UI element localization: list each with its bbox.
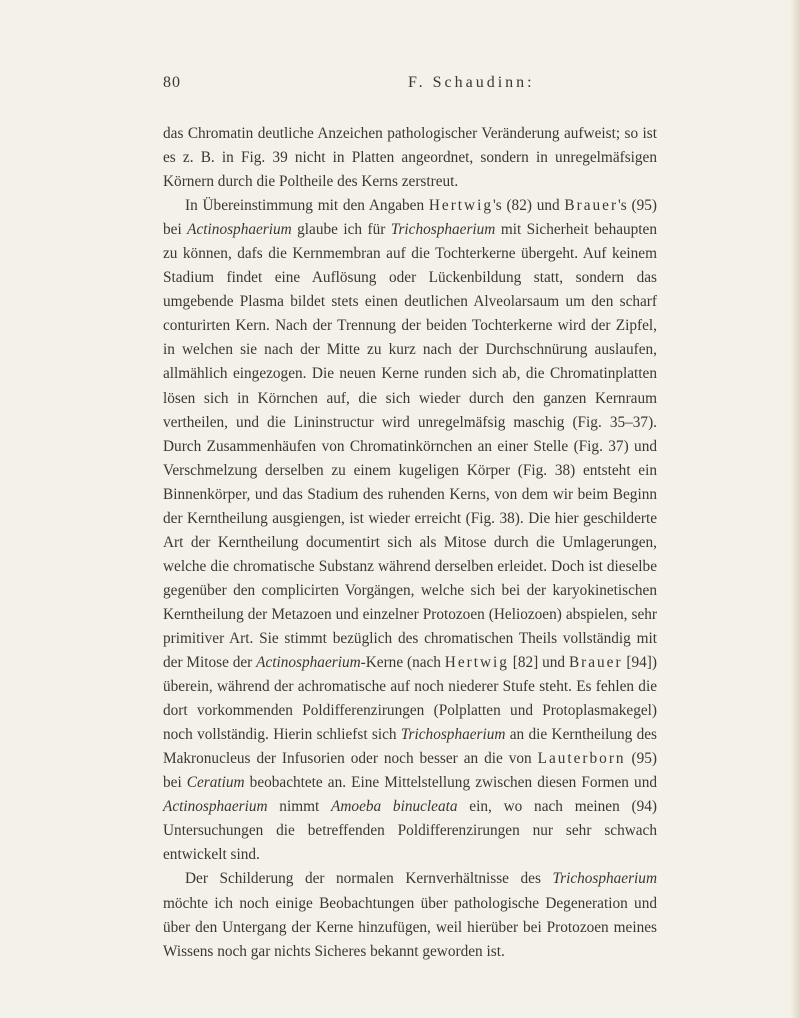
taxon-name: Trichosphaerium bbox=[400, 726, 506, 744]
taxon-name: Ceratium bbox=[186, 774, 245, 792]
paragraph bbox=[163, 122, 657, 194]
text-run: möchte ich noch einige Beobachtungen über pathologische Degeneration und über den Untergang der Kerne hinzufügen, weil hierüber bei Protozoen meines Wissens noch gar nichts Sicheres bekannt geworden ist. bbox=[163, 894, 657, 960]
text-run: das Chromatin deutliche Anzeichen pathologischer Veränderung aufweist; so ist es z. B. in Fig. 39 nicht in Platten angeordnet, sondern in unregelmäfsigen Körnern durch die Poltheile des Kerns zerstreut. bbox=[163, 125, 657, 191]
author-name: Hertwig bbox=[428, 197, 493, 215]
text-run: glaube ich für bbox=[291, 221, 391, 239]
text-run: nimmt bbox=[267, 798, 332, 816]
paragraph bbox=[163, 194, 657, 867]
paragraph bbox=[163, 867, 657, 963]
page-header bbox=[163, 74, 650, 104]
text-run: mit Sicherheit behaupten zu können, dafs die Kernmembran auf die Tochterkerne übergeht. Auf keinem Stadium findet eine Auflösung oder Lückenbildung statt, sondern das umgebende Plasma bildet stets einen deutlichen Alveolarsaum um den scharf conturirten Kern. Nach der Trennung der beiden Tochterkerne wird der Zipfel, in welchen sie nach der Mitte zu kurz nach der Durchschnürung auslaufen, allmählich eingezogen. Die neuen Kerne runden sich ab, die Chromatinplatten lösen sich in Körnchen auf, die sich wieder durch den ganzen Kernraum vertheilen, und die Lininstructur wird unregelmäfsig maschig (Fig. 35–37). Durch Zusammenhäufen von Chromatinkörnchen an einer Stelle (Fig. 37) und Verschmelzung derselben zu einem kugeligen Körper (Fig. 38) entsteht ein Binnenkörper, und das Stadium des ruhenden Kerns, von dem wir beim Beginn der Kerntheilung ausgiengen, ist wieder erreicht (Fig. 38). Die hier geschilderte Art der Kerntheilung documentirt sich als Mitose durch die Umlagerungen, welche die chromatische Substanz während derselben erleidet. Doch ist dieselbe gegenüber den complicirten Vorgängen, welche sich bei der karyokinetischen Kerntheilung der Metazoen und einzelner Protozoen (Heliozoen) abspielen, sehr primitiver Art. Sie stimmt bezüglich des chromatischen Theils vollständig mit der Mitose der bbox=[163, 221, 658, 672]
text-run: 's (95) bei bbox=[163, 197, 657, 239]
text-run: [82] und bbox=[508, 654, 569, 672]
text-run: -Kerne (nach bbox=[360, 654, 445, 672]
text-run: [94]) überein, während der achromatische auf noch niederer Stufe steht. Es fehlen die dort vorkommenden Poldifferenzirungen (Polplatten und Protoplasmakegel) noch vollständig. Hierin schliefst sich bbox=[163, 654, 657, 744]
page-edge bbox=[790, 0, 800, 1018]
author-name: Hertwig bbox=[444, 654, 509, 672]
taxon-name: Amoeba binucleata bbox=[331, 798, 458, 816]
body-text bbox=[163, 122, 657, 964]
text-run: beobachtete an. Eine Mittelstellung zwischen diesen Formen und bbox=[244, 774, 657, 792]
taxon-name: Trichosphaerium bbox=[552, 870, 657, 888]
text-run: Der Schilderung der normalen Kernverhältnisse des bbox=[185, 870, 553, 888]
taxon-name: Trichosphaerium bbox=[390, 221, 496, 239]
page-number: 80 bbox=[163, 74, 181, 91]
running-head: F. Schaudinn: bbox=[408, 74, 535, 91]
author-name: Lauterborn bbox=[537, 750, 626, 768]
taxon-name: Actinosphaerium bbox=[163, 798, 268, 816]
author-name: Brauer bbox=[564, 197, 619, 215]
text-run: an die Kerntheilung des Makronucleus der Infusorien oder noch besser an die von bbox=[163, 726, 657, 768]
text-run: In Übereinstimmung mit den Angaben bbox=[185, 197, 429, 215]
text-run: (95) bei bbox=[163, 750, 658, 792]
text-run: 's (82) und bbox=[493, 197, 565, 215]
taxon-name: Actinosphaerium bbox=[256, 654, 361, 672]
text-run: ein, wo nach meinen (94) Untersuchungen die betreffenden Poldifferenzirungen nur sehr schwach entwickelt sind. bbox=[163, 798, 657, 864]
author-name: Brauer bbox=[568, 654, 623, 672]
taxon-name: Actinosphaerium bbox=[187, 221, 292, 239]
